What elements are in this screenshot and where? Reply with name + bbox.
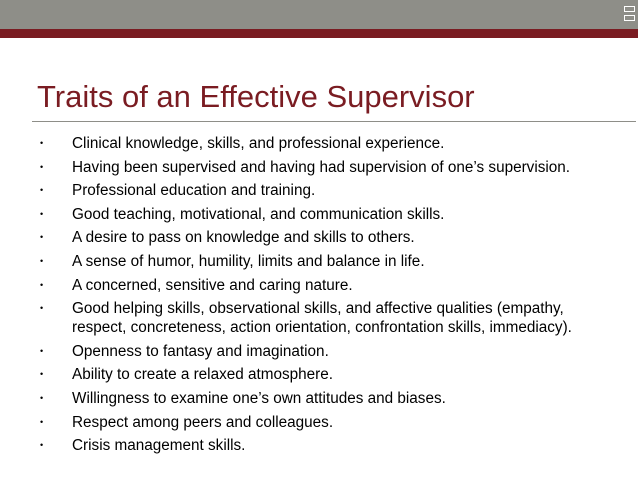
bullet-dot-icon: • [40, 208, 44, 219]
bullet-dot-icon: • [40, 369, 44, 380]
bullet-dot-icon: • [40, 161, 44, 172]
bullet-item [0, 436, 612, 455]
bullet-dot-icon: • [40, 303, 44, 314]
bullet-text: Ability to create a relaxed atmosphere. [72, 366, 334, 384]
bullet-item [0, 276, 612, 295]
bullet-list [0, 134, 638, 460]
bullet-text: Good helping skills, observational skills, and affective qualities (empathy, respect, concreteness, action orientation, confrontation skills, immediacy). [72, 300, 572, 337]
bullet-dot-icon: • [40, 138, 44, 148]
bullet-item [0, 413, 612, 432]
bullet-text: Crisis management skills. [72, 437, 246, 455]
bullet-dot-icon: • [40, 345, 44, 356]
slide-title: Traits of an Effective Supervisor [37, 79, 475, 114]
bullet-text: A sense of humor, humility, limits and balance in life. [72, 252, 425, 270]
bullet-item [0, 365, 612, 384]
bullet-item [0, 299, 612, 337]
header-band [0, 0, 638, 38]
bullet-item [0, 228, 612, 247]
bullet-dot-icon: • [40, 392, 44, 403]
bullet-text: Willingness to examine one’s own attitudes and biases. [72, 389, 446, 407]
bullet-text: A desire to pass on knowledge and skills to others. [72, 229, 415, 247]
header-decoration [624, 6, 635, 21]
bullet-item [0, 134, 612, 153]
bullet-dot-icon: • [40, 279, 44, 290]
bullet-dot-icon: • [40, 440, 44, 451]
bullet-text: Good teaching, motivational, and communication skills. [72, 205, 445, 223]
decor-square-icon [624, 6, 635, 12]
title-underline [32, 121, 636, 122]
bullet-dot-icon: • [40, 416, 44, 427]
bullet-item [0, 252, 612, 271]
bullet-dot-icon: • [40, 232, 44, 243]
bullet-item [0, 342, 612, 361]
header-gray-strip [0, 0, 638, 29]
bullet-text: Having been supervised and having had supervision of one’s supervision. [72, 158, 571, 176]
decor-square-icon [624, 15, 635, 21]
bullet-text: Openness to fantasy and imagination. [72, 342, 329, 360]
bullet-dot-icon: • [40, 185, 44, 196]
bullet-item [0, 389, 612, 408]
bullet-text: Professional education and training. [72, 182, 316, 200]
bullet-text: A concerned, sensitive and caring nature. [72, 276, 353, 294]
bullet-item [0, 205, 612, 224]
bullet-text: Clinical knowledge, skills, and professional experience. [72, 135, 445, 152]
bullet-item [0, 158, 612, 177]
bullet-dot-icon: • [40, 255, 44, 266]
bullet-text: Respect among peers and colleagues. [72, 413, 334, 431]
bullet-item [0, 181, 612, 200]
header-maroon-strip [0, 29, 638, 38]
